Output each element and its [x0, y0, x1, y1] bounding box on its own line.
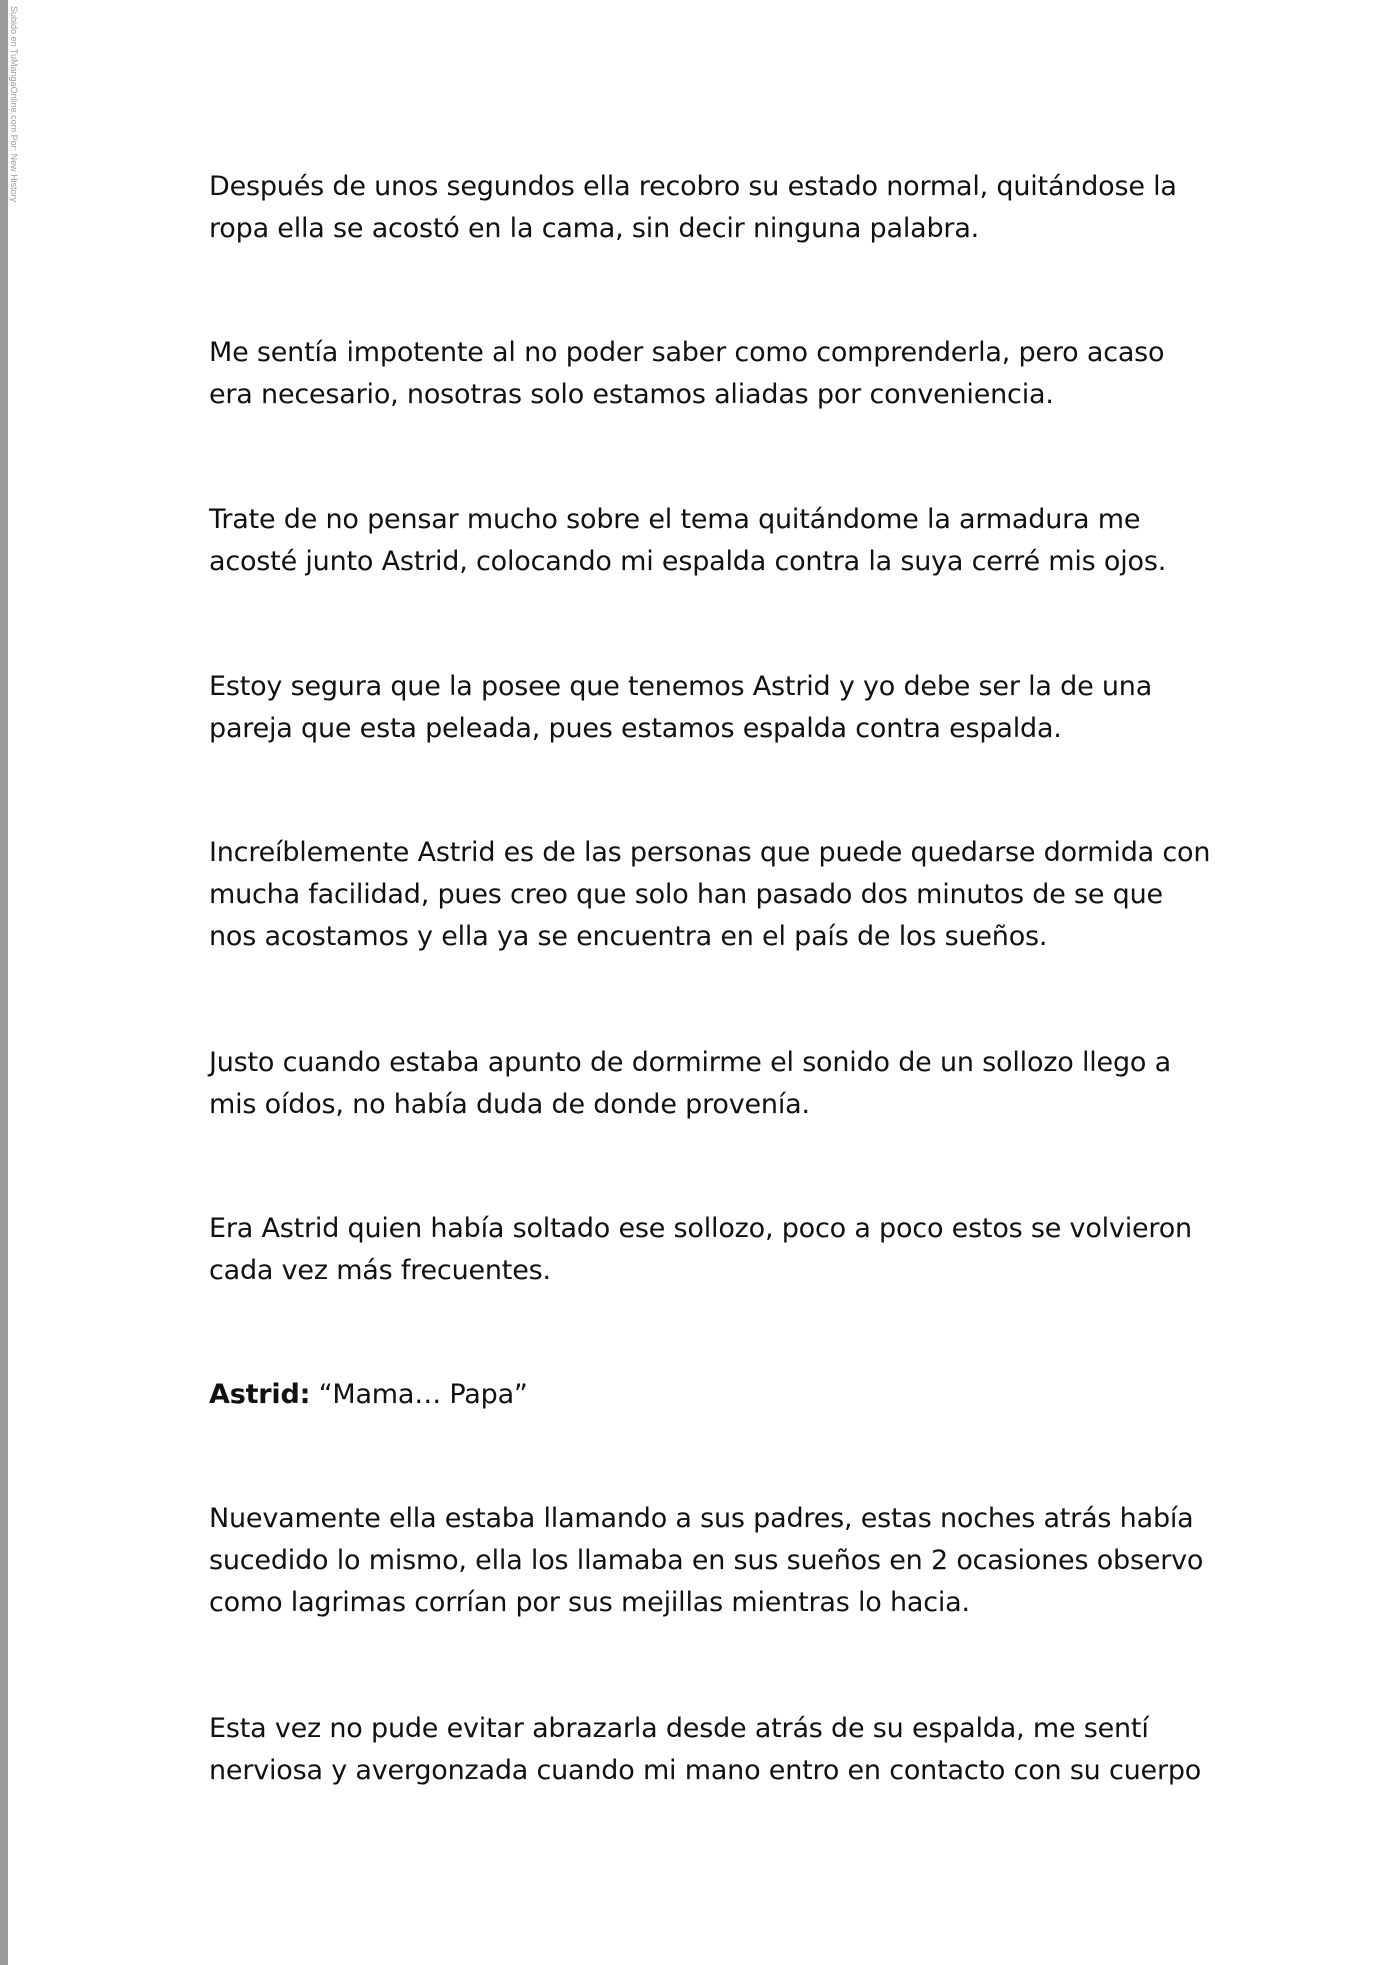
paragraph-6 [209, 1042, 1171, 1126]
paragraph-9 [209, 1498, 1203, 1624]
paragraph-line: Estoy segura que la posee que tenemos Astrid y yo debe ser la de una [209, 671, 1153, 702]
upload-watermark: Subido en TuMangaOnline.com Por: New History [9, 6, 19, 203]
paragraph-10 [209, 1708, 1201, 1792]
paragraph-1 [209, 166, 1177, 250]
paragraph-line: sucedido lo mismo, ella los llamaba en sus sueños en 2 ocasiones observo [209, 1545, 1204, 1576]
paragraph-3 [209, 499, 1166, 583]
paragraph-line: Después de unos segundos ella recobro su estado normal, quitándose la [209, 171, 1177, 202]
paragraph-2 [209, 332, 1164, 416]
paragraph-line: Era Astrid quien había soltado ese sollozo, poco a poco estos se volvieron [209, 1213, 1192, 1244]
paragraph-5 [209, 832, 1210, 958]
paragraph-line: nos acostamos y ella ya se encuentra en el país de los sueños. [209, 921, 1048, 952]
paragraph-line: era necesario, nosotras solo estamos aliadas por conveniencia. [209, 379, 1054, 410]
paragraph-line: nerviosa y avergonzada cuando mi mano entro en contacto con su cuerpo [209, 1755, 1202, 1786]
speaker-name: Astrid: [209, 1379, 311, 1410]
dialogue-line [209, 1374, 528, 1416]
paragraph-line: Justo cuando estaba apunto de dormirme el sonido de un sollozo llego a [209, 1047, 1171, 1078]
paragraph-line: Trate de no pensar mucho sobre el tema quitándome la armadura me [209, 504, 1141, 535]
paragraph-line: como lagrimas corrían por sus mejillas mientras lo hacia. [209, 1587, 970, 1618]
paragraph-line: Nuevamente ella estaba llamando a sus padres, estas noches atrás había [209, 1503, 1194, 1534]
paragraph-4 [209, 666, 1152, 750]
paragraph-line: Increíblemente Astrid es de las personas que puede quedarse dormida con [209, 837, 1211, 868]
paragraph-line: mis oídos, no había duda de donde provenía. [209, 1089, 810, 1120]
paragraph-7 [209, 1208, 1192, 1292]
paragraph-line: mucha facilidad, pues creo que solo han pasado dos minutos de se que [209, 879, 1163, 910]
paragraph-line: Me sentía impotente al no poder saber como comprenderla, pero acaso [209, 337, 1165, 368]
paragraph-line: acosté junto Astrid, colocando mi espalda contra la suya cerré mis ojos. [209, 546, 1167, 577]
paragraph-line: pareja que esta peleada, pues estamos espalda contra espalda. [209, 713, 1062, 744]
left-page-edge [0, 0, 8, 1965]
paragraph-line: Esta vez no pude evitar abrazarla desde atrás de su espalda, me sentí [209, 1713, 1149, 1744]
paragraph-line: ropa ella se acostó en la cama, sin decir ninguna palabra. [209, 213, 980, 244]
paragraph-line: cada vez más frecuentes. [209, 1255, 551, 1286]
dialogue-text: “Mama… Papa” [318, 1379, 528, 1410]
